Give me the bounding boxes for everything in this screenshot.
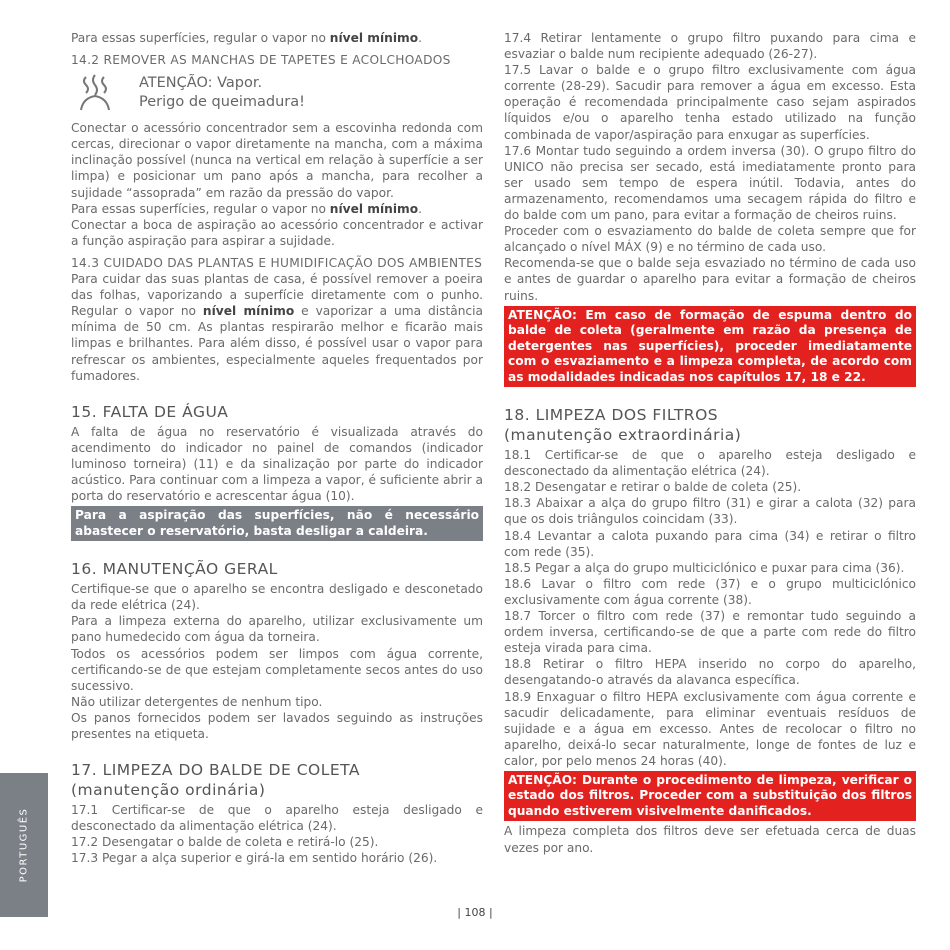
step: 18.1 Certificar-se de que o aparelho esteja desligado e desconectado da alimentação elétrica (24). (504, 448, 916, 479)
step: 18.2 Desengatar e retirar o balde de coleta (25). (504, 480, 802, 495)
filter-warning-box: ATENÇÃO: Durante o procedimento de limpeza, verificar o estado dos filtros. Proceder com a substituição dos filtros quando estiverem visivelmente danificados. (504, 771, 916, 822)
steam-level-emphasis: nível mínimo (329, 31, 419, 45)
steam-level-emphasis: nível mínimo (329, 201, 419, 216)
note-box: Para a aspiração das superfícies, não é necessário abastecer o reservatório, basta desligar a caldeira. (71, 506, 483, 541)
text: . (418, 31, 422, 45)
paragraph: Os panos fornecidos podem ser lavados seguindo as instruções presentes na etiqueta. (71, 710, 483, 741)
step: 18.6 Lavar o filtro com rede (37) e o grupo multiciclónico exclusivamente com água corrente (38). (504, 576, 916, 607)
step: 17.1 Certificar-se de que o aparelho esteja desligado e desconectado da alimentação elétrica (24). (71, 803, 483, 834)
paragraph: Proceder com o esvaziamento do balde de coleta sempre que for alcançado o nível MÁX (9) e no término de cada uso. (504, 224, 916, 255)
paragraph (71, 201, 483, 217)
heading-17-line-2: (manutenção ordinária) (71, 781, 266, 800)
paragraph: A falta de água no reservatório é visualizada através do acendimento do indicador no painel de comandos (indicador luminoso torneira) (11) e da sinalização por parte do indicador acústico. Para continuar com a limpeza a vapor, é suficiente abrir a porta do reservatório e acrescentar água (10). (71, 424, 483, 504)
step: 18.3 Abaixar a alça do grupo filtro (31) e girar a calota (32) para que os dois triângulos coincidam (33). (504, 496, 916, 527)
text: Para essas superfícies, regular o vapor no (71, 31, 330, 45)
heading-18 (504, 405, 916, 445)
step: 18.9 Enxaguar o filtro HEPA exclusivamente com água corrente e sacudir delicadamente, para eliminar eventuais resíduos de sujidade e a água em excesso. Antes de recolocar o filtro no aparelho, deixá-lo secar naturalmente, longe de fontes de luz e calor, por pelo menos 24 horas (40). (504, 689, 916, 768)
left-column (71, 30, 483, 866)
text: e vaporizar a uma distância mínima de 50 cm. As plantas respirarão melhor e ficarão mais limpas e brilhantes. Para além disso, é possível usar o vapor para refrescar os ambientes, especialmente aqueles frequentados por fumadores. (71, 304, 483, 383)
step: 18.7 Torcer o filtro com rede (37) e remontar tudo seguindo a ordem inversa, certificando-se de que a parte com rede do filtro esteja virada para cima. (504, 609, 916, 656)
step: 18.5 Pegar a alça do grupo multiciclónico e puxar para cima (36). (504, 560, 905, 575)
text: Para essas superfícies, regular o vapor no (71, 201, 330, 216)
paragraph: Todos os acessórios podem ser limpos com água corrente, certificando-se de que estejam completamente secos antes do uso sucessivo. (71, 646, 483, 693)
section-14-3-title: 14.3 CUIDADO DAS PLANTAS E HUMIDIFICAÇÃO DOS AMBIENTES (71, 255, 483, 270)
heading-18-line-2: (manutenção extraordinária) (504, 426, 742, 445)
intro-paragraph (71, 30, 483, 46)
paragraph: Não utilizar detergentes de nenhum tipo. (71, 694, 323, 709)
steam-level-emphasis: nível mínimo (202, 304, 295, 319)
step: 17.2 Desengatar o balde de coleta e retirá-lo (25). (71, 835, 379, 850)
right-column (504, 30, 916, 856)
paragraph: Para a limpeza externa do aparelho, utilizar exclusivamente um pano humedecido com água da torneira. (71, 614, 483, 645)
paragraph: A limpeza completa dos filtros deve ser efetuada cerca de duas vezes por ano. (504, 824, 916, 855)
heading-18-line-1: 18. LIMPEZA DOS FILTROS (504, 406, 719, 425)
language-label: PORTUGUÊS (18, 807, 30, 883)
foam-warning-box: ATENÇÃO: Em caso de formação de espuma dentro do balde de coleta (geralmente em razão da presença de detergentes nas superfícies), proceder imediatamente com o esvaziamento e a limpeza completa, de acordo com as modalidades indicadas nos capítulos 17, 18 e 22. (504, 306, 916, 388)
text: . (418, 201, 422, 216)
step: 17.3 Pegar a alça superior e girá-la em sentido horário (26). (71, 851, 438, 866)
step: 17.6 Montar tudo seguindo a ordem inversa (30). O grupo filtro do UNICO não precisa ser secado, está imediatamente pronto para ser usado sem tempo de espera inútil. Todavia, antes do armazenamento, recomendamos uma secagem rápida do filtro e do balde com um pano, para evitar a formação de cheiros ruins. (504, 143, 916, 223)
warning-line-1: ATENÇÃO: Vapor. (139, 75, 263, 92)
section-14-2-title: 14.2 REMOVER AS MANCHAS DE TAPETES E ACOLCHOADOS (71, 53, 451, 68)
text: Para cuidar das suas plantas de casa, é possível remover a poeira das folhas, vaporizando a superfície diretamente com o punho. Regular o vapor no (71, 272, 483, 319)
steam-warning (77, 74, 483, 112)
step: 18.8 Retirar o filtro HEPA inserido no corpo do aparelho, desengatando-o através da alavanca específica. (504, 657, 916, 688)
heading-17-line-1: 17. LIMPEZA DO BALDE DE COLETA (71, 761, 361, 780)
paragraph (71, 271, 483, 384)
language-side-tab (0, 773, 48, 917)
steam-warning-icon (77, 74, 113, 112)
paragraph: Recomenda-se que o balde seja esvaziado no término de cada uso e antes de guardar o aparelho para evitar a formação de cheiros ruins. (504, 256, 916, 303)
warning-line-2: Perigo de queimadura! (139, 94, 305, 111)
step: 17.4 Retirar lentamente o grupo filtro puxando para cima e esvaziar o balde num recipiente adequado (26-27). (504, 31, 916, 62)
paragraph: Certifique-se que o aparelho se encontra desligado e desconetado da rede elétrica (24). (71, 582, 483, 613)
page-number: | 108 | (457, 906, 493, 919)
heading-16: 16. MANUTENÇÃO GERAL (71, 560, 278, 579)
paragraph: Conectar o acessório concentrador sem a escovinha redonda com cercas, direcionar o vapor diretamente na mancha, com a máxima inclinação possível (nunca na vertical em relação à superfície a ser limpa) e posicionar um pano após a mancha, para recolher a sujidade “assoprada” em razão da pressão do vapor. (71, 121, 483, 200)
step: 17.5 Lavar o balde e o grupo filtro exclusivamente com água corrente (28-29). Sacudir para remover a água em excesso. Esta operação é recomendada principalmente caso sejam aspirados líquidos e/ou o aparelho tenha estado utilizado na função combinada de vapor/aspiração para enxugar as superfícies. (504, 63, 916, 142)
heading-15: 15. FALTA DE ÁGUA (71, 402, 229, 421)
heading-17 (71, 760, 483, 800)
paragraph: Conectar a boca de aspiração ao acessório concentrador e activar a função aspiração para aspirar a sujidade. (71, 217, 483, 248)
step: 18.4 Levantar a calota puxando para cima (34) e retirar o filtro com rede (35). (504, 528, 916, 559)
